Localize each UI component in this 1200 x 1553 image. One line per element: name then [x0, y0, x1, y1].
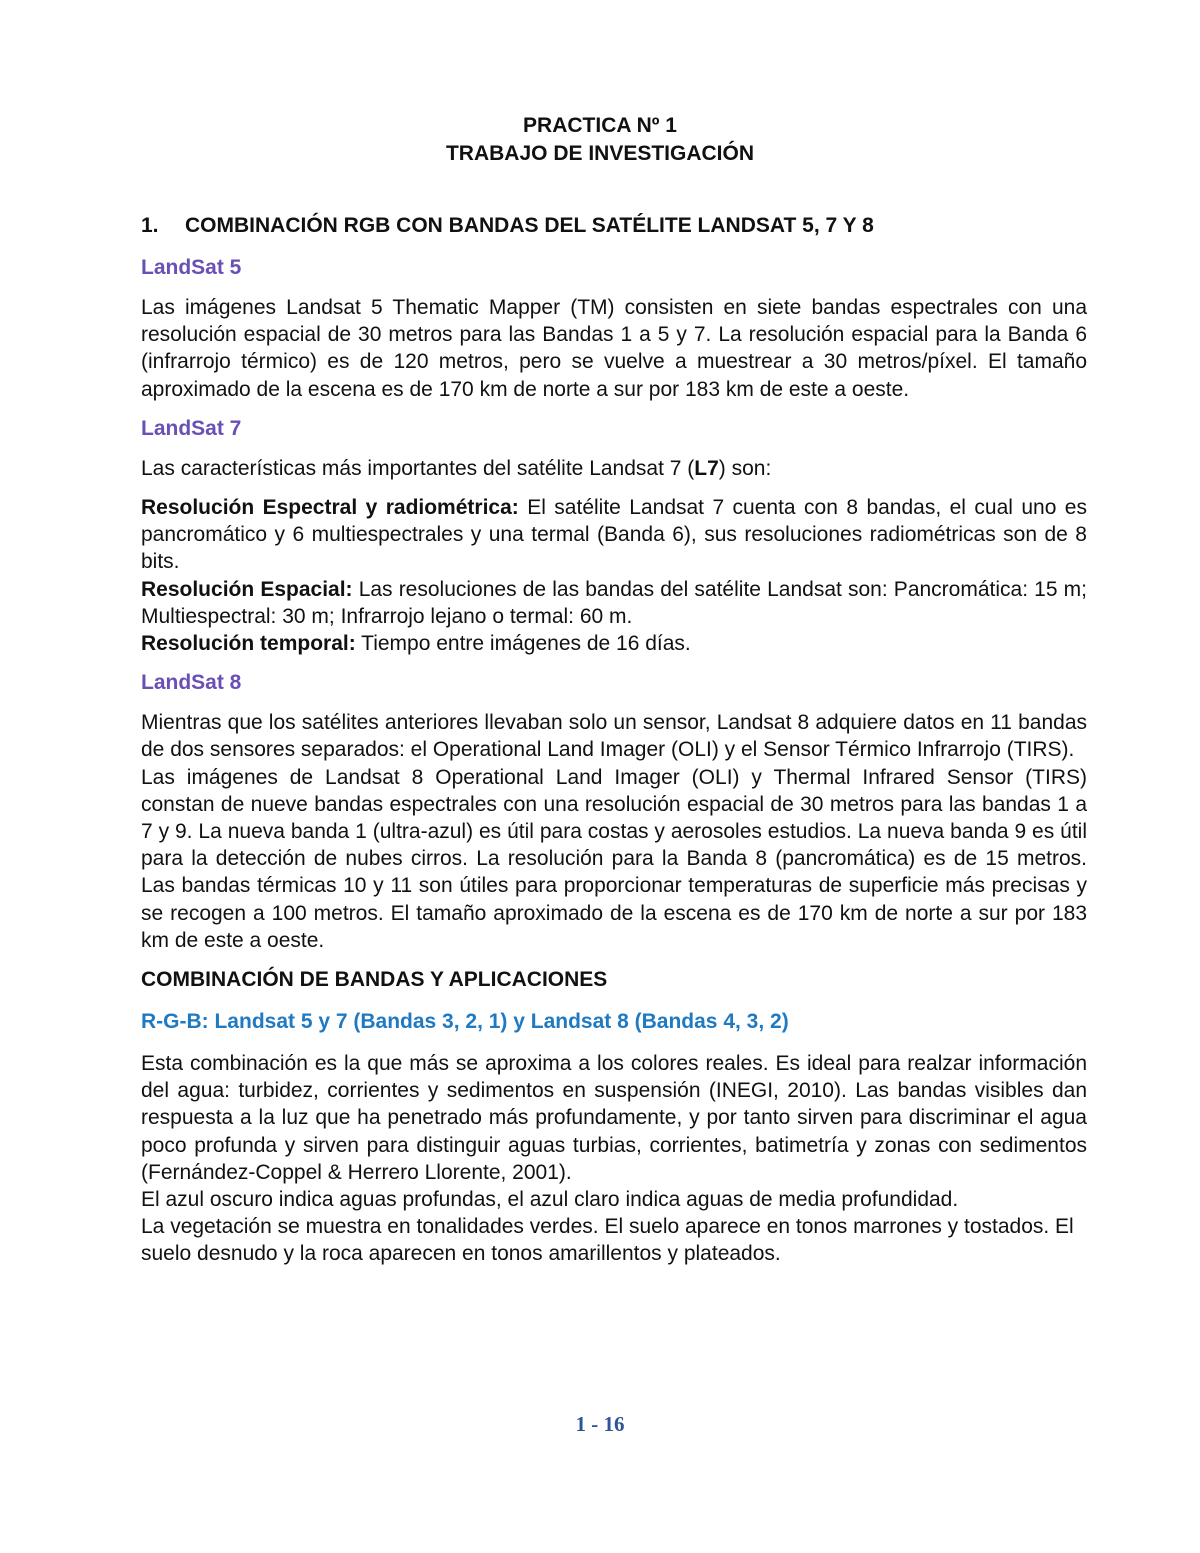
title-line-1: PRACTICA Nº 1 [523, 114, 677, 137]
document-body [141, 212, 1087, 1268]
landsat7-intro-bold: L7 [694, 456, 719, 480]
landsat7-temporal [141, 630, 1087, 657]
section-number: 1. [141, 214, 159, 237]
landsat7-spatial [141, 576, 1087, 630]
landsat5-title: LandSat 5 [141, 256, 242, 279]
landsat7-intro [141, 455, 1087, 482]
document-title [0, 112, 1200, 168]
landsat7-spectral [141, 494, 1087, 576]
section-heading-text: COMBINACIÓN RGB CON BANDAS DEL SATÉLITE LANDSAT 5, 7 Y 8 [185, 214, 874, 237]
landsat5-paragraph: Las imágenes Landsat 5 Thematic Mapper (TM) consisten en siete bandas espectrales con una resolución espacial de 30 metros para las Bandas 1 a 5 y 7. La resolución espacial para la Banda 6 (infrarrojo térmico) es de 120 metros, pero se vuelve a muestrear a 30 metros/píxel. El tamaño aproximado de la escena es de 170 km de norte a sur por 183 km de este a oeste. [141, 296, 1087, 401]
page-footer [0, 1412, 1200, 1437]
spectral-label: Resolución Espectral y radiométrica: [141, 496, 519, 520]
combination-paragraph-3: La vegetación se muestra en tonalidades verdes. El suelo aparece en tonos marrones y tostados. El suelo desnudo y la roca aparecen en tonos amarillentos y plateados. [141, 1215, 1074, 1266]
landsat8-title: LandSat 8 [141, 671, 242, 695]
section-heading-1 [141, 212, 1087, 240]
landsat7-intro-after: ) son: [718, 456, 772, 480]
combination-heading: COMBINACIÓN DE BANDAS Y APLICACIONES [141, 968, 608, 992]
page-number: 1 - 16 [575, 1412, 625, 1436]
combination-paragraph-1: Esta combinación es la que más se aproxima a los colores reales. Es ideal para realzar información del agua: turbidez, corrientes y sedimentos en suspensión (INEGI, 2010). Las bandas visibles dan respuesta a la luz que ha penetrado más profundamente, y por tanto sirven para discriminar el agua poco profunda y sirven para distinguir aguas turbias, corrientes, batimetría y zonas con sedimentos (Fernández-Coppel & Herrero Llorente, 2001). [141, 1052, 1087, 1184]
temporal-label: Resolución temporal: [141, 632, 356, 656]
spectral-text: El satélite Landsat 7 cuenta con 8 bandas, el cual uno es pancromático y 6 multiespectrales y una termal (Banda 6), sus resoluciones radiométricas son de 8 bits. [141, 496, 1087, 574]
landsat7-title: LandSat 7 [141, 416, 242, 440]
spatial-text: Las resoluciones de las bandas del satélite Landsat son: Pancromática: 15 m; Multiespectral: 30 m; Infrarrojo lejano o termal: 60 m. [141, 577, 1088, 628]
landsat7-intro-before: Las características más importantes del satélite Landsat 7 ( [141, 456, 695, 480]
title-line-2: TRABAJO DE INVESTIGACIÓN [445, 142, 755, 165]
temporal-text: Tiempo entre imágenes de 16 días. [355, 632, 691, 656]
spatial-label: Resolución Espacial: [141, 577, 353, 601]
landsat8-paragraph-1: Mientras que los satélites anteriores llevaban solo un sensor, Landsat 8 adquiere datos en 11 bandas de dos sensores separados: el Operational Land Imager (OLI) y el Sensor Térmico Infrarrojo (TIRS). [141, 711, 1087, 762]
rgb-subheading: R-G-B: Landsat 5 y 7 (Bandas 3, 2, 1) y Landsat 8 (Bandas 4, 3, 2) [141, 1010, 789, 1034]
landsat8-paragraph-2: Las imágenes de Landsat 8 Operational Land Imager (OLI) y Thermal Infrared Sensor (TIRS) constan de nueve bandas espectrales con una resolución espacial de 30 metros para las bandas 1 a 7 y 9. La nueva banda 1 (ultra-azul) es útil para costas y aerosoles estudios. La nueva banda 9 es útil para la detección de nubes cirros. La resolución para la Banda 8 (pancromática) es de 15 metros. Las bandas térmicas 10 y 11 son útiles para proporcionar temperaturas de superficie más precisas y se recogen a 100 metros. El tamaño aproximado de la escena es de 170 km de norte a sur por 183 km de este a oeste. [141, 765, 1087, 952]
combination-paragraph-2: El azul oscuro indica aguas profundas, el azul claro indica aguas de media profundidad. [141, 1188, 959, 1212]
